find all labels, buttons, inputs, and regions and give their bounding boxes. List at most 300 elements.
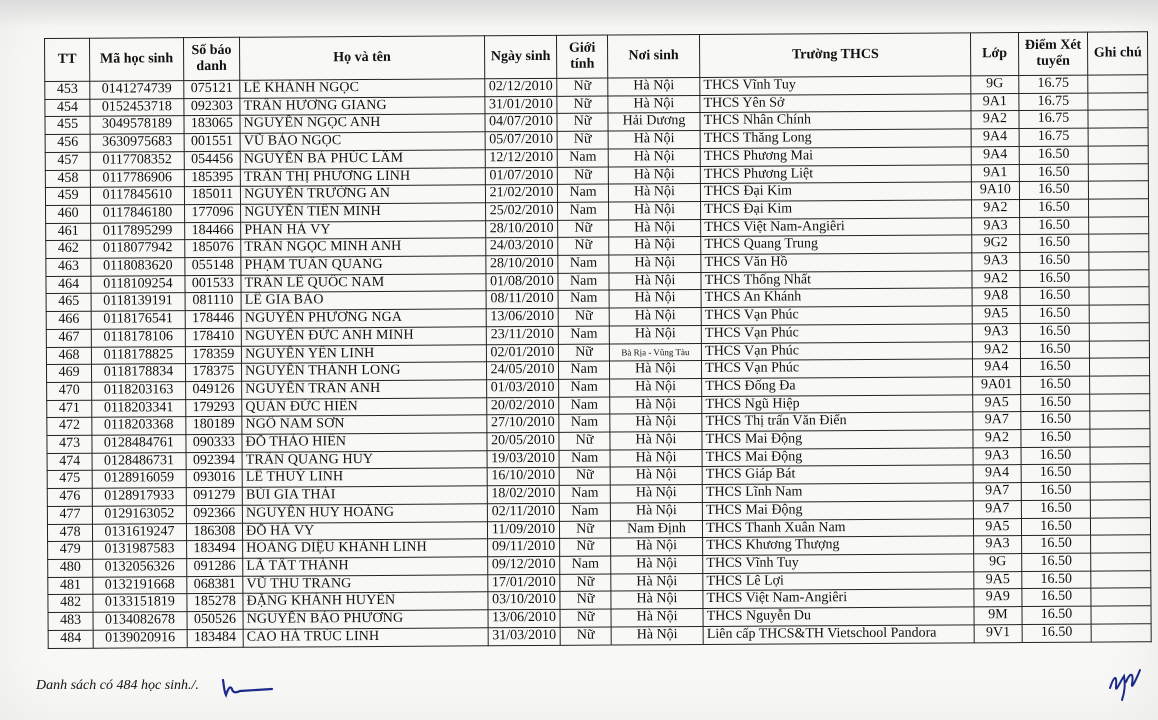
cell-score: 16.50 bbox=[1019, 252, 1089, 270]
cell-row-number: 484 bbox=[48, 630, 93, 648]
cell-notes bbox=[1090, 393, 1150, 411]
cell-birth-place: Bà Rịa - Vũng Tàu bbox=[609, 343, 702, 361]
cell-row-number: 476 bbox=[47, 488, 92, 506]
cell-row-number: 475 bbox=[47, 471, 92, 489]
cell-school: THCS Mai Động bbox=[702, 448, 973, 467]
cell-birth-place: Hà Nội bbox=[608, 148, 701, 166]
cell-student-id: 0117895299 bbox=[91, 222, 185, 240]
cell-school: THCS Mai Động bbox=[703, 501, 974, 520]
cell-student-id: 0118176541 bbox=[91, 311, 185, 329]
cell-row-number: 480 bbox=[48, 559, 93, 577]
cell-class: 9A9 bbox=[974, 589, 1021, 607]
cell-exam-number: 092366 bbox=[186, 505, 243, 523]
cell-full-name: NGUYỄN PHƯƠNG NGA bbox=[241, 309, 486, 328]
cell-exam-number: 178359 bbox=[185, 346, 242, 364]
footer-note: Danh sách có 484 học sinh./. bbox=[36, 678, 199, 693]
cell-notes bbox=[1090, 447, 1150, 465]
cell-row-number: 465 bbox=[46, 294, 91, 312]
page-edge-shadow bbox=[0, 0, 1158, 28]
header-student-id: Mã học sinh bbox=[90, 38, 184, 82]
cell-score: 16.50 bbox=[1021, 518, 1091, 536]
cell-class: 9G2 bbox=[972, 235, 1019, 253]
cell-exam-number: 179293 bbox=[185, 399, 242, 417]
cell-notes bbox=[1090, 340, 1150, 358]
cell-notes bbox=[1088, 75, 1148, 93]
cell-birth-date: 01/08/2010 bbox=[485, 273, 558, 291]
cell-school: THCS Thăng Long bbox=[700, 129, 971, 148]
cell-gender: Nữ bbox=[559, 344, 609, 362]
cell-full-name: TRẦN NGỌC MINH ANH bbox=[241, 238, 486, 257]
cell-class: 9A2 bbox=[971, 111, 1018, 129]
cell-birth-date: 01/07/2010 bbox=[485, 167, 558, 185]
cell-score: 16.50 bbox=[1021, 553, 1091, 571]
cell-birth-date: 09/12/2010 bbox=[487, 556, 560, 574]
cell-full-name: LÊ GIA BẢO bbox=[241, 291, 486, 310]
cell-class: 9A4 bbox=[973, 465, 1020, 483]
cell-birth-place: Hà Nội bbox=[610, 449, 703, 467]
cell-student-id: 0131987583 bbox=[93, 541, 187, 559]
cell-birth-place: Hà Nội bbox=[611, 591, 704, 609]
cell-row-number: 481 bbox=[48, 577, 93, 595]
cell-exam-number: 185011 bbox=[184, 187, 241, 205]
cell-class: 9M bbox=[974, 607, 1021, 625]
cell-notes bbox=[1091, 517, 1151, 535]
cell-gender: Nam bbox=[559, 326, 609, 344]
cell-notes bbox=[1091, 500, 1151, 518]
cell-gender: Nam bbox=[559, 379, 609, 397]
cell-gender: Nam bbox=[559, 414, 609, 432]
cell-student-id: 0152453718 bbox=[90, 98, 184, 116]
cell-notes bbox=[1088, 92, 1148, 110]
cell-score: 16.50 bbox=[1020, 341, 1090, 359]
cell-birth-date: 05/07/2010 bbox=[485, 131, 558, 149]
cell-student-id: 0118203368 bbox=[92, 417, 186, 435]
cell-birth-date: 18/02/2010 bbox=[487, 486, 560, 504]
cell-row-number: 482 bbox=[48, 595, 93, 613]
cell-gender: Nữ bbox=[560, 521, 610, 539]
cell-score: 16.50 bbox=[1020, 323, 1090, 341]
cell-gender: Nữ bbox=[557, 113, 607, 131]
cell-score: 16.50 bbox=[1020, 288, 1090, 306]
cell-notes bbox=[1091, 570, 1151, 588]
cell-full-name: NGUYỄN TIẾN MINH bbox=[241, 203, 486, 222]
cell-school: THCS Giáp Bát bbox=[702, 465, 973, 484]
cell-full-name: NGUYỄN TRẦN ANH bbox=[242, 380, 487, 399]
cell-birth-date: 12/12/2010 bbox=[485, 149, 558, 167]
cell-row-number: 478 bbox=[47, 524, 92, 542]
cell-student-id: 0118178825 bbox=[92, 346, 186, 364]
cell-gender: Nam bbox=[558, 273, 608, 291]
cell-score: 16.50 bbox=[1020, 429, 1090, 447]
cell-class: 9A3 bbox=[972, 217, 1019, 235]
cell-notes bbox=[1088, 128, 1148, 146]
cell-student-id: 0133151819 bbox=[93, 594, 187, 612]
cell-full-name: QUẢN ĐỨC HIỀN bbox=[242, 397, 487, 416]
cell-birth-place: Hà Nội bbox=[611, 573, 704, 591]
cell-birth-place: Hà Nội bbox=[610, 485, 703, 503]
cell-class: 9A10 bbox=[972, 182, 1019, 200]
cell-exam-number: 090333 bbox=[186, 434, 243, 452]
cell-row-number: 456 bbox=[45, 134, 90, 152]
cell-birth-date: 28/10/2010 bbox=[485, 220, 558, 238]
cell-notes bbox=[1090, 305, 1150, 323]
cell-school: THCS Khương Thượng bbox=[703, 536, 974, 555]
cell-class: 9A4 bbox=[971, 129, 1018, 147]
cell-birth-date: 28/10/2010 bbox=[485, 255, 558, 273]
cell-score: 16.50 bbox=[1019, 181, 1089, 199]
cell-birth-date: 24/05/2010 bbox=[486, 362, 559, 380]
cell-birth-place: Hà Nội bbox=[609, 325, 702, 343]
cell-birth-place: Hà Nội bbox=[608, 237, 701, 255]
cell-birth-place: Hà Nội bbox=[609, 361, 702, 379]
cell-class: 9A4 bbox=[973, 359, 1020, 377]
cell-student-id: 0117846180 bbox=[91, 205, 185, 223]
cell-school: THCS Yên Sở bbox=[700, 94, 971, 113]
cell-school: THCS Văn Hồ bbox=[701, 253, 972, 272]
cell-exam-number: 177096 bbox=[184, 204, 241, 222]
cell-student-id: 0129163052 bbox=[93, 506, 187, 524]
cell-row-number: 457 bbox=[45, 152, 90, 170]
cell-score: 16.50 bbox=[1022, 624, 1092, 642]
cell-birth-place: Hà Nội bbox=[608, 219, 701, 237]
cell-score: 16.50 bbox=[1019, 199, 1089, 217]
cell-student-id: 0128917933 bbox=[92, 488, 186, 506]
cell-birth-place: Hà Nội bbox=[608, 95, 701, 113]
signature-icon bbox=[1104, 664, 1148, 704]
cell-gender: Nam bbox=[558, 255, 608, 273]
cell-class: 9A2 bbox=[972, 270, 1019, 288]
cell-birth-date: 02/12/2010 bbox=[484, 78, 557, 96]
cell-gender: Nữ bbox=[558, 131, 608, 149]
cell-row-number: 473 bbox=[47, 435, 92, 453]
cell-exam-number: 183065 bbox=[184, 116, 241, 134]
cell-exam-number: 180189 bbox=[185, 417, 242, 435]
cell-exam-number: 092394 bbox=[186, 452, 243, 470]
cell-full-name: HOÀNG DIỆU KHÁNH LINH bbox=[243, 539, 488, 558]
cell-birth-date: 09/11/2010 bbox=[487, 539, 560, 557]
cell-notes bbox=[1091, 464, 1151, 482]
cell-notes bbox=[1089, 199, 1149, 217]
cell-student-id: 0118203163 bbox=[92, 382, 186, 400]
cell-birth-date: 04/07/2010 bbox=[485, 114, 558, 132]
cell-notes bbox=[1091, 553, 1151, 571]
cell-gender: Nam bbox=[559, 361, 609, 379]
cell-gender: Nữ bbox=[557, 96, 607, 114]
cell-birth-place: Hà Nội bbox=[609, 396, 702, 414]
cell-exam-number: 186308 bbox=[186, 523, 243, 541]
cell-row-number: 467 bbox=[46, 329, 91, 347]
cell-birth-place: Hà Nội bbox=[608, 77, 701, 95]
cell-gender: Nữ bbox=[559, 432, 609, 450]
cell-gender: Nam bbox=[560, 503, 610, 521]
cell-birth-place: Hà Nội bbox=[611, 626, 704, 644]
cell-gender: Nam bbox=[559, 397, 609, 415]
cell-gender: Nữ bbox=[558, 220, 608, 238]
cell-full-name: LÃ TẤT THÀNH bbox=[243, 557, 488, 576]
cell-birth-place: Hà Nội bbox=[611, 609, 704, 627]
cell-school: THCS Nhân Chính bbox=[700, 111, 971, 130]
cell-school: THCS Vạn Phúc bbox=[702, 359, 973, 378]
cell-notes bbox=[1089, 269, 1149, 287]
cell-birth-place: Nam Định bbox=[610, 520, 703, 538]
cell-exam-number: 001533 bbox=[185, 275, 242, 293]
cell-row-number: 474 bbox=[47, 453, 92, 471]
cell-exam-number: 184466 bbox=[184, 222, 241, 240]
cell-birth-date: 20/05/2010 bbox=[486, 432, 559, 450]
cell-score: 16.50 bbox=[1019, 234, 1089, 252]
cell-full-name: NGUYỄN NGỌC ANH bbox=[240, 114, 485, 133]
cell-birth-place: Hà Nội bbox=[610, 414, 703, 432]
cell-exam-number: 049126 bbox=[185, 381, 242, 399]
cell-score: 16.75 bbox=[1019, 111, 1089, 129]
cell-score: 16.50 bbox=[1021, 589, 1091, 607]
cell-school: THCS Mai Động bbox=[702, 430, 973, 449]
cell-score: 16.50 bbox=[1021, 447, 1091, 465]
cell-row-number: 453 bbox=[45, 81, 90, 99]
cell-student-id: 0132191668 bbox=[93, 576, 187, 594]
cell-birth-place: Hà Nội bbox=[609, 290, 702, 308]
header-tt: TT bbox=[45, 38, 90, 81]
cell-notes bbox=[1089, 146, 1149, 164]
cell-birth-date: 25/02/2010 bbox=[485, 202, 558, 220]
cell-exam-number: 185278 bbox=[187, 594, 244, 612]
cell-school: THCS Việt Nam-Angiêri bbox=[701, 217, 972, 236]
cell-row-number: 460 bbox=[46, 205, 91, 223]
cell-full-name: ĐỖ THẢO HIỀN bbox=[242, 433, 487, 452]
cell-notes bbox=[1091, 535, 1151, 553]
cell-birth-date: 13/06/2010 bbox=[486, 309, 559, 327]
cell-score: 16.50 bbox=[1020, 305, 1090, 323]
cell-full-name: NGUYỄN HUY HOÀNG bbox=[242, 504, 487, 523]
cell-notes bbox=[1089, 181, 1149, 199]
cell-full-name: NGUYỄN ĐỨC ANH MINH bbox=[241, 327, 486, 346]
cell-exam-number: 183494 bbox=[186, 541, 243, 559]
cell-exam-number: 054456 bbox=[184, 151, 241, 169]
cell-class: 9A7 bbox=[973, 412, 1020, 430]
cell-birth-place: Hà Nội bbox=[609, 378, 702, 396]
cell-exam-number: 178410 bbox=[185, 328, 242, 346]
cell-birth-date: 27/10/2010 bbox=[486, 415, 559, 433]
cell-exam-number: 091286 bbox=[186, 558, 243, 576]
cell-row-number: 469 bbox=[46, 364, 91, 382]
cell-gender: Nam bbox=[558, 184, 608, 202]
cell-school: THCS An Khánh bbox=[701, 288, 972, 307]
cell-birth-date: 23/11/2010 bbox=[486, 326, 559, 344]
cell-full-name: PHẠM TUẤN QUANG bbox=[241, 256, 486, 275]
cell-class: 9G bbox=[971, 76, 1018, 94]
cell-full-name: TRẦN HƯƠNG GIANG bbox=[240, 97, 485, 116]
cell-full-name: NGUYỄN THÀNH LONG bbox=[242, 362, 487, 381]
cell-gender: Nữ bbox=[560, 468, 610, 486]
cell-student-id: 0128484761 bbox=[92, 435, 186, 453]
cell-gender: Nữ bbox=[557, 78, 607, 96]
cell-row-number: 459 bbox=[45, 187, 90, 205]
cell-full-name: NGUYỄN BẢO PHƯƠNG bbox=[243, 610, 488, 629]
cell-class: 9A3 bbox=[973, 447, 1020, 465]
cell-school: THCS Thị trấn Văn Điển bbox=[702, 412, 973, 431]
cell-school: THCS Thống Nhất bbox=[701, 271, 972, 290]
cell-student-id: 0118139191 bbox=[91, 293, 185, 311]
cell-notes bbox=[1089, 287, 1149, 305]
cell-exam-number: 075121 bbox=[183, 80, 240, 98]
cell-class: 9A7 bbox=[974, 500, 1021, 518]
cell-birth-place: Hà Nội bbox=[609, 272, 702, 290]
cell-notes bbox=[1089, 234, 1149, 252]
cell-full-name: VŨ BẢO NGỌC bbox=[240, 132, 485, 151]
cell-birth-date: 08/11/2010 bbox=[486, 291, 559, 309]
cell-row-number: 461 bbox=[46, 223, 91, 241]
cell-row-number: 464 bbox=[46, 276, 91, 294]
cell-row-number: 468 bbox=[46, 347, 91, 365]
cell-gender: Nam bbox=[560, 485, 610, 503]
cell-notes bbox=[1090, 358, 1150, 376]
cell-score: 16.50 bbox=[1021, 465, 1091, 483]
cell-full-name: TRẦN LÊ QUỐC NAM bbox=[241, 274, 486, 293]
cell-student-id: 0141274739 bbox=[90, 81, 184, 99]
cell-school: THCS Việt Nam-Angiêri bbox=[703, 589, 974, 608]
cell-exam-number: 001551 bbox=[184, 133, 241, 151]
cell-score: 16.50 bbox=[1020, 358, 1090, 376]
cell-class: 9A2 bbox=[973, 430, 1020, 448]
cell-exam-number: 081110 bbox=[185, 293, 242, 311]
cell-student-id: 0131619247 bbox=[93, 523, 187, 541]
cell-school: THCS Đại Kim bbox=[701, 182, 972, 201]
cell-birth-date: 01/03/2010 bbox=[486, 379, 559, 397]
cell-full-name: NGUYỄN TRƯỜNG AN bbox=[241, 185, 486, 204]
cell-school: THCS Lĩnh Nam bbox=[702, 483, 973, 502]
cell-class: 9A3 bbox=[973, 323, 1020, 341]
cell-birth-date: 17/01/2010 bbox=[487, 574, 560, 592]
cell-school: Liên cấp THCS&TH Vietschool Pandora bbox=[703, 625, 974, 644]
header-score: Điểm Xét tuyển bbox=[1018, 32, 1088, 75]
cell-birth-place: Hà Nội bbox=[610, 502, 703, 520]
cell-class: 9A5 bbox=[974, 518, 1021, 536]
cell-score: 16.50 bbox=[1019, 270, 1089, 288]
cell-class: 9A2 bbox=[973, 341, 1020, 359]
cell-notes bbox=[1090, 411, 1150, 429]
student-table bbox=[44, 31, 1152, 648]
cell-notes bbox=[1091, 588, 1151, 606]
cell-score: 16.50 bbox=[1019, 164, 1089, 182]
cell-class: 9A4 bbox=[971, 146, 1018, 164]
cell-school: THCS Ngũ Hiệp bbox=[702, 394, 973, 413]
cell-birth-date: 31/03/2010 bbox=[488, 627, 561, 645]
cell-notes bbox=[1091, 606, 1151, 624]
cell-gender: Nam bbox=[559, 450, 609, 468]
cell-class: 9A01 bbox=[973, 376, 1020, 394]
cell-birth-date: 03/10/2010 bbox=[487, 592, 560, 610]
cell-row-number: 454 bbox=[45, 99, 90, 117]
cell-school: THCS Lê Lợi bbox=[703, 572, 974, 591]
cell-gender: Nữ bbox=[558, 237, 608, 255]
cell-class: 9A7 bbox=[974, 483, 1021, 501]
cell-notes bbox=[1089, 252, 1149, 270]
cell-school: THCS Thanh Xuân Nam bbox=[703, 518, 974, 537]
cell-student-id: 0132056326 bbox=[93, 559, 187, 577]
cell-gender: Nữ bbox=[560, 609, 610, 627]
cell-student-id: 0117845610 bbox=[91, 187, 185, 205]
cell-class: 9A3 bbox=[974, 536, 1021, 554]
cell-row-number: 479 bbox=[48, 541, 93, 559]
cell-gender: Nam bbox=[558, 149, 608, 167]
cell-class: 9A5 bbox=[973, 394, 1020, 412]
cell-class: 9A1 bbox=[972, 164, 1019, 182]
cell-notes bbox=[1089, 163, 1149, 181]
header-birth-place: Nơi sinh bbox=[607, 34, 700, 78]
cell-gender: Nam bbox=[558, 202, 608, 220]
cell-score: 16.50 bbox=[1021, 482, 1091, 500]
cell-notes bbox=[1090, 376, 1150, 394]
cell-full-name: VŨ THU TRANG bbox=[243, 574, 488, 593]
cell-class: 9V1 bbox=[974, 624, 1021, 642]
cell-score: 16.75 bbox=[1019, 128, 1089, 146]
cell-birth-place: Hà Nội bbox=[610, 538, 703, 556]
cell-birth-place: Hà Nội bbox=[610, 467, 703, 485]
cell-student-id: 0118178106 bbox=[91, 328, 185, 346]
cell-score: 16.50 bbox=[1019, 146, 1089, 164]
table-header-row bbox=[45, 32, 1148, 82]
header-birth-date: Ngày sinh bbox=[484, 35, 557, 78]
cell-student-id: 0118083620 bbox=[91, 258, 185, 276]
cell-score: 16.50 bbox=[1020, 411, 1090, 429]
cell-school: THCS Phương Liệt bbox=[700, 164, 971, 183]
cell-full-name: LÊ THUỲ LINH bbox=[242, 468, 487, 487]
cell-student-id: 0139020916 bbox=[93, 629, 187, 647]
cell-full-name: ĐẶNG KHÁNH HUYỀN bbox=[243, 592, 488, 611]
cell-score: 16.50 bbox=[1021, 535, 1091, 553]
cell-school: THCS Vĩnh Tuy bbox=[703, 554, 974, 573]
cell-notes bbox=[1089, 216, 1149, 234]
cell-student-id: 0117708352 bbox=[90, 151, 184, 169]
cell-student-id: 3049578189 bbox=[90, 116, 184, 134]
cell-score: 16.75 bbox=[1018, 75, 1088, 93]
cell-class: 9G bbox=[974, 554, 1021, 572]
cell-birth-place: Hải Dương bbox=[608, 113, 701, 131]
header-gender: Giới tính bbox=[557, 35, 608, 78]
cell-birth-date: 02/11/2010 bbox=[487, 503, 560, 521]
cell-school: THCS Đống Đa bbox=[702, 377, 973, 396]
cell-birth-date: 13/06/2010 bbox=[488, 609, 561, 627]
cell-row-number: 470 bbox=[47, 382, 92, 400]
cell-full-name: LÊ KHÁNH NGỌC bbox=[240, 79, 485, 98]
cell-school: THCS Vĩnh Tuy bbox=[700, 76, 971, 95]
cell-birth-place: Hà Nội bbox=[609, 308, 702, 326]
cell-student-id: 0134082678 bbox=[93, 612, 187, 630]
cell-row-number: 455 bbox=[45, 117, 90, 135]
cell-exam-number: 183484 bbox=[187, 629, 244, 647]
cell-gender: Nữ bbox=[559, 308, 609, 326]
cell-class: 9A5 bbox=[972, 306, 1019, 324]
cell-score: 16.50 bbox=[1021, 571, 1091, 589]
cell-birth-place: Hà Nội bbox=[608, 201, 701, 219]
cell-gender: Nam bbox=[560, 556, 610, 574]
cell-notes bbox=[1091, 624, 1151, 642]
cell-exam-number: 068381 bbox=[186, 576, 243, 594]
cell-full-name: NGUYỄN YẾN LINH bbox=[242, 344, 487, 363]
cell-birth-date: 11/09/2010 bbox=[487, 521, 560, 539]
cell-student-id: 0118203341 bbox=[92, 399, 186, 417]
header-exam-number: Số báo danh bbox=[183, 37, 240, 80]
cell-birth-date: 24/03/2010 bbox=[485, 238, 558, 256]
cell-score: 16.50 bbox=[1020, 394, 1090, 412]
cell-student-id: 0117786906 bbox=[90, 169, 184, 187]
cell-exam-number: 185395 bbox=[184, 169, 241, 187]
cell-birth-date: 16/10/2010 bbox=[487, 468, 560, 486]
cell-score: 16.75 bbox=[1018, 93, 1088, 111]
cell-gender: Nam bbox=[559, 290, 609, 308]
cell-full-name: TRẦN QUANG HUY bbox=[242, 451, 487, 470]
cell-row-number: 477 bbox=[47, 506, 92, 524]
